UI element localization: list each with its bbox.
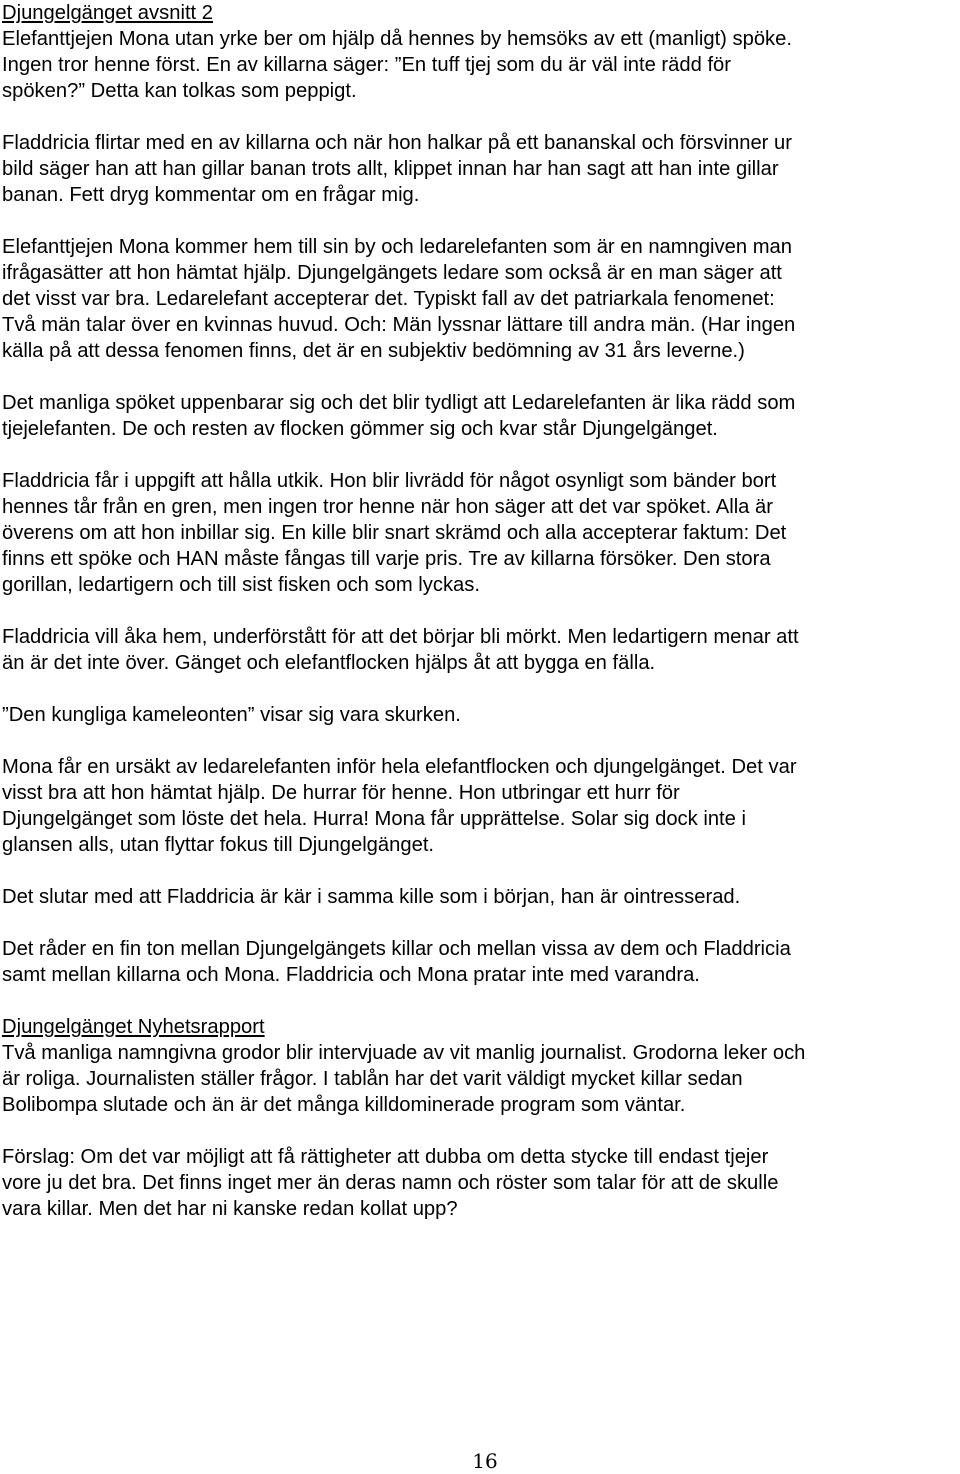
text-line: Elefanttjejen Mona kommer hem till sin by och ledarelefanten som är en namngiven man	[2, 236, 792, 258]
section-heading-episode-2: Djungelgänget avsnitt 2	[2, 2, 213, 24]
text-line: Mona får en ursäkt av ledarelefanten inför hela elefantflocken och djungelgänget. Det var	[2, 756, 797, 778]
text-line: Fladdricia flirtar med en av killarna och när hon halkar på ett bananskal och försvinner ur	[2, 132, 792, 154]
text-line: är roliga. Journalisten ställer frågor. I tablån har det varit väldigt mycket killar sedan	[2, 1068, 743, 1090]
text-line: Fladdricia vill åka hem, underförstått för att det börjar bli mörkt. Men ledartigern menar att	[2, 626, 799, 648]
text-line: Djungelgänget som löste det hela. Hurra! Mona får upprättelse. Solar sig dock inte i	[2, 808, 746, 830]
text-line: Fladdricia får i uppgift att hålla utkik. Hon blir livrädd för något osynligt som bänder bort	[2, 470, 777, 492]
text-line: vara killar. Men det har ni kanske redan kollat upp?	[2, 1198, 458, 1220]
text-line: än är det inte över. Gänget och elefantflocken hjälps åt att bygga en fälla.	[2, 652, 656, 674]
section-episode-2	[2, 0, 958, 104]
text-line: Det slutar med att Fladdricia är kär i samma kille som i början, han är ointresserad.	[2, 886, 741, 908]
text-line: Två män talar över en kvinnas huvud. Och: Män lyssnar lättare till andra män. (Har ingen	[2, 314, 796, 336]
text-line: finns ett spöke och HAN måste fångas till varje pris. Tre av killarna försöker. Den stora	[2, 548, 771, 570]
text-line: samt mellan killarna och Mona. Fladdricia och Mona pratar inte med varandra.	[2, 964, 700, 986]
page-number: 16	[472, 1449, 498, 1473]
text-line: ifrågasätter att hon hämtat hjälp. Djungelgängets ledare som också är en man säger att	[2, 262, 782, 284]
paragraph-5	[2, 624, 958, 676]
document-body	[2, 0, 958, 1248]
paragraph-7	[2, 754, 958, 858]
text-line: bild säger han att han gillar banan trots allt, klippet innan har han sagt att han inte gillar	[2, 158, 779, 180]
paragraph-1	[2, 130, 958, 208]
section-news-report	[2, 1014, 958, 1118]
paragraph-9	[2, 936, 958, 988]
text-line: hennes tår från en gren, men ingen tror henne när hon säger att det var spöket. Alla är	[2, 496, 773, 518]
paragraph-8	[2, 884, 958, 910]
paragraph-4	[2, 468, 958, 598]
section-heading-news-report: Djungelgänget Nyhetsrapport	[2, 1016, 265, 1038]
paragraph-proposal	[2, 1144, 958, 1222]
paragraph-2	[2, 234, 958, 364]
text-line: Förslag: Om det var möjligt att få rättigheter att dubba om detta stycke till endast tjejer	[2, 1146, 769, 1168]
text-line: tjejelefanten. De och resten av flocken gömmer sig och kvar står Djungelgänget.	[2, 418, 718, 440]
text-line: ”Den kungliga kameleonten” visar sig vara skurken.	[2, 704, 461, 726]
paragraph-3	[2, 390, 958, 442]
text-line: Det manliga spöket uppenbarar sig och det blir tydligt att Ledarelefanten är lika rädd som	[2, 392, 796, 414]
text-line: Bolibompa slutade och än är det många killdominerade program som väntar.	[2, 1094, 686, 1116]
text-line: glansen alls, utan flyttar fokus till Djungelgänget.	[2, 834, 435, 856]
text-line: överens om att hon inbillar sig. En kille blir snart skrämd och alla accepterar faktum: Det	[2, 522, 787, 544]
text-line: Det råder en fin ton mellan Djungelgängets killar och mellan vissa av dem och Fladdricia	[2, 938, 791, 960]
text-line: Ingen tror henne först. En av killarna säger: ”En tuff tjej som du är väl inte rädd för	[2, 54, 731, 76]
text-line: gorillan, ledartigern och till sist fisken och som lyckas.	[2, 574, 480, 596]
text-line: vore ju det bra. Det finns inget mer än deras namn och röster som talar för att de skulle	[2, 1172, 779, 1194]
paragraph-6	[2, 702, 958, 728]
text-line: Två manliga namngivna grodor blir intervjuade av vit manlig journalist. Grodorna leker och	[2, 1042, 806, 1064]
text-line: källa på att dessa fenomen finns, det är en subjektiv bedömning av 31 års leverne.)	[2, 340, 745, 362]
text-line: Elefanttjejen Mona utan yrke ber om hjälp då hennes by hemsöks av ett (manligt) spöke.	[2, 28, 792, 50]
text-line: visst bra att hon hämtat hjälp. De hurrar för henne. Hon utbringar ett hurr för	[2, 782, 680, 804]
text-line: banan. Fett dryg kommentar om en frågar mig.	[2, 184, 420, 206]
text-line: det visst var bra. Ledarelefant accepterar det. Typiskt fall av det patriarkala fenomenet:	[2, 288, 775, 310]
text-line: spöken?” Detta kan tolkas som peppigt.	[2, 80, 357, 102]
